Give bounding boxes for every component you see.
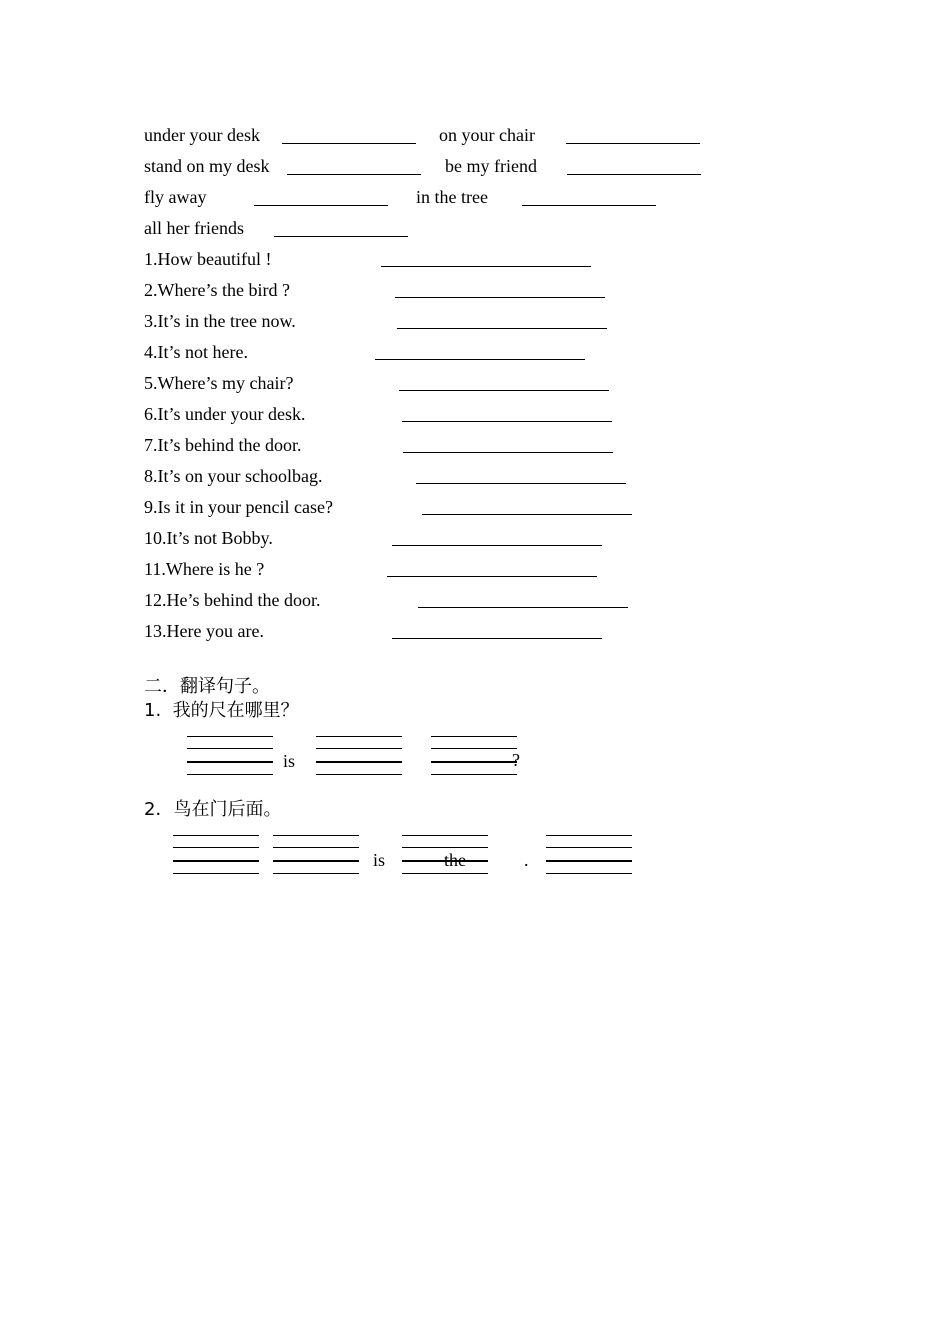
question-mark: ? (512, 750, 520, 770)
answer-blank[interactable] (567, 174, 701, 175)
sentence-8: 8.It’s on your schoolbag. (144, 466, 323, 486)
writing-grid[interactable] (546, 835, 632, 875)
word-is: is (283, 751, 296, 771)
writing-grid[interactable] (187, 736, 273, 776)
sentence-9: 9.Is it in your pencil case? (144, 497, 333, 517)
answer-blank[interactable] (402, 421, 612, 422)
sentence-12: 12.He’s behind the door. (144, 590, 321, 610)
answer-blank[interactable] (287, 174, 421, 175)
sentence-13: 13.Here you are. (144, 621, 264, 641)
answer-blank[interactable] (403, 452, 613, 453)
sentence-6: 6.It’s under your desk. (144, 404, 306, 424)
answer-blank[interactable] (375, 359, 585, 360)
phrase-fly-away: fly away (144, 187, 207, 207)
writing-grid[interactable] (273, 835, 359, 875)
answer-blank[interactable] (422, 514, 632, 515)
writing-grid[interactable] (316, 736, 402, 776)
sentence-11: 11.Where is he ? (144, 559, 265, 579)
phrase-under-your-desk: under your desk (144, 125, 260, 145)
sentence-3: 3.It’s in the tree now. (144, 311, 296, 331)
phrase-in-the-tree: in the tree (416, 187, 488, 207)
word-is: is (373, 850, 386, 870)
sentence-1: 1.How beautiful ! (144, 249, 272, 269)
sentence-5: 5.Where’s my chair? (144, 373, 294, 393)
answer-blank[interactable] (282, 143, 416, 144)
writing-grid[interactable] (173, 835, 259, 875)
answer-blank[interactable] (274, 236, 408, 237)
answer-blank[interactable] (397, 328, 607, 329)
answer-blank[interactable] (566, 143, 700, 144)
answer-blank[interactable] (395, 297, 605, 298)
sentence-2: 2.Where’s the bird ? (144, 280, 290, 300)
phrase-all-her-friends: all her friends (144, 218, 244, 238)
section-heading: 二．翻译句子。 (144, 676, 270, 697)
word-the: the (444, 850, 466, 870)
answer-blank[interactable] (254, 205, 388, 206)
sentence-10: 10.It’s not Bobby. (144, 528, 273, 548)
answer-blank[interactable] (416, 483, 626, 484)
answer-blank[interactable] (399, 390, 609, 391)
phrase-on-your-chair: on your chair (439, 125, 535, 145)
answer-blank[interactable] (387, 576, 597, 577)
sentence-4: 4.It’s not here. (144, 342, 248, 362)
writing-grid[interactable] (431, 736, 517, 776)
question-2-prompt: 2．鸟在门后面。 (144, 799, 282, 820)
answer-blank[interactable] (392, 638, 602, 639)
phrase-be-my-friend: be my friend (445, 156, 537, 176)
phrase-stand-on-my-desk: stand on my desk (144, 156, 270, 176)
sentence-7: 7.It’s behind the door. (144, 435, 302, 455)
period-mark: . (524, 850, 529, 870)
answer-blank[interactable] (522, 205, 656, 206)
question-1-prompt: 1. 我的尺在哪里？ (144, 700, 299, 721)
answer-blank[interactable] (381, 266, 591, 267)
answer-blank[interactable] (392, 545, 602, 546)
answer-blank[interactable] (418, 607, 628, 608)
